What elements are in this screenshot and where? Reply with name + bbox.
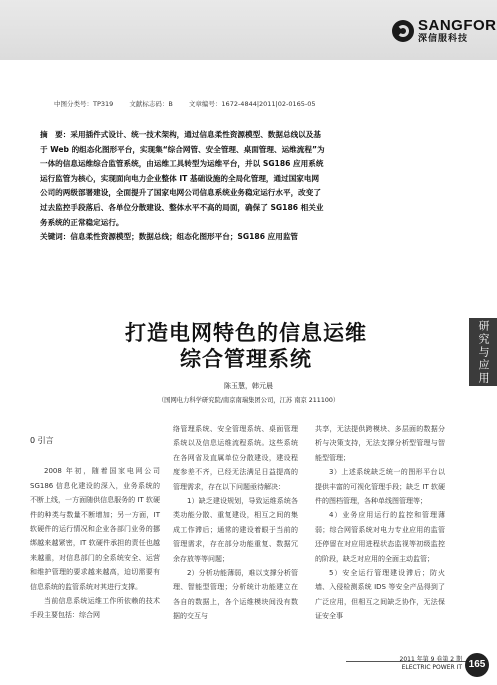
issue-info: 2011 年第 9 卷第 2 期 [399,656,462,663]
column-2 [173,422,298,624]
authors: 陈玉慧，韩元晨 [224,382,273,390]
sangfor-logo-icon [392,20,414,42]
paragraph: 共享，无法提供跨模块、多层面的数据分析与决策支持，无法支撑分析型管理与智能型管理； [315,425,445,462]
keywords-text: 信息柔性资源模型；数据总线；组态化图形平台；SG186 应用监管 [70,232,299,242]
footer [400,656,462,672]
sangfor-logo [392,18,497,44]
keywords-label: 关键词： [40,232,71,242]
abstract-text: 采用插件式设计、统一技术架构，通过信息柔性资源模型、数据总线以及基于 Web 的组态化图形平台，实现集“综合网管、安全管理、桌面管理、运维流程”为一体的信息运维综合监管系统，由运维工具转型为运维平台，并以 SG186 应用系统运行监管为核心，实现面向电力企业整体 IT 基础设施的全局化管理，通过国家电网公司的两级部署建设，全面提升了国家电网公司信息系统业务稳定运行水平，改变了过去监控手段落后、各单位分散建设、整体水平不高的局面，确保了 SG186 相关业务系统的正常稳定运行。 [40,130,325,227]
column-1 [30,422,160,623]
paragraph: 5）安全运行管理建设滞后；防火墙、入侵检测系统 IDS 等安全产品得到了广泛应用，但相互之间缺乏协作，无法保证安全事 [315,569,445,621]
paper-title-line1: 打造电网特色的信息运维 [125,320,367,345]
paragraph: 1）缺乏建设规划，导致运维系统各类功能分散、重复建设，相互之间的集成工作滞后；通常的建设着眼于当前的管理需求，存在部分功能重复、数据冗余存放等等问题； [173,497,298,563]
clc-number: 中图分类号：TP319 [54,100,114,108]
article-number: 文章编号：1672-4844|2011|02-0165-05 [188,100,316,108]
brand-name-cn: 深信服科技 [418,34,469,44]
abstract [40,128,325,245]
journal-name: ELECTRIC POWER IT [401,664,462,671]
brand-name-en: SANGFOR [418,17,497,34]
section-side-tab: 研究与应用 [469,318,497,386]
paragraph: 当前信息系统运维工作所依赖的技术手段主要包括：综合网 [30,597,160,620]
page-number: 165 [465,653,489,677]
doc-code: 文献标志码：B [129,100,173,108]
paragraph: 4）业务应用运行的监控和管理薄弱；综合网管系统对电力专业应用的监管还停留在对应用进程状态监视等初级监控的阶段，缺乏对应用的全面主动监管； [315,511,445,563]
paragraph: 2）分析功能薄弱，难以支撑分析管理、智能型管理；分析统计功能建立在各自的数据上，各个运维模块间没有数据的交互与 [173,569,298,621]
article-meta [54,99,330,108]
column-3 [315,422,445,624]
abstract-label: 摘 要： [40,130,71,139]
section-heading-intro: 0 引言 [30,436,54,445]
paper-title-line2: 综合管理系统 [180,346,312,371]
affiliation: （国网电力科学研究院/南京南瑞集团公司，江苏 南京 211100） [157,397,340,404]
paragraph: 3）上述系统缺乏统一的图形平台以提供丰富的可视化管理手段；缺乏 IT 软硬件的图档管理，各种单线图管理等； [315,468,445,506]
paragraph: 2008 年初，随着国家电网公司 SG186 信息化建设的深入，业务系统的不断上线，一方面随供信息服务的 IT 软硬件的种类与数量不断增加；另一方面，IT 软硬件的运行情况和企业各部门业务的挪绑越来越紧密，IT 软硬件承担的责任也越来越重，对信息部门的全系统安全、运营和维护管理的要求越来越高，迫切需要有信息系统的监管系统对其进行支撑。 [30,467,160,591]
paragraph: 络管理系统、安全管理系统、桌面管理系统以及信息运维流程系统。这些系统在各网省及直属单位分散建设，建设程度参差不齐，已经无法满足日益提高的管理需求，存在以下问题亟待解决： [173,425,298,491]
